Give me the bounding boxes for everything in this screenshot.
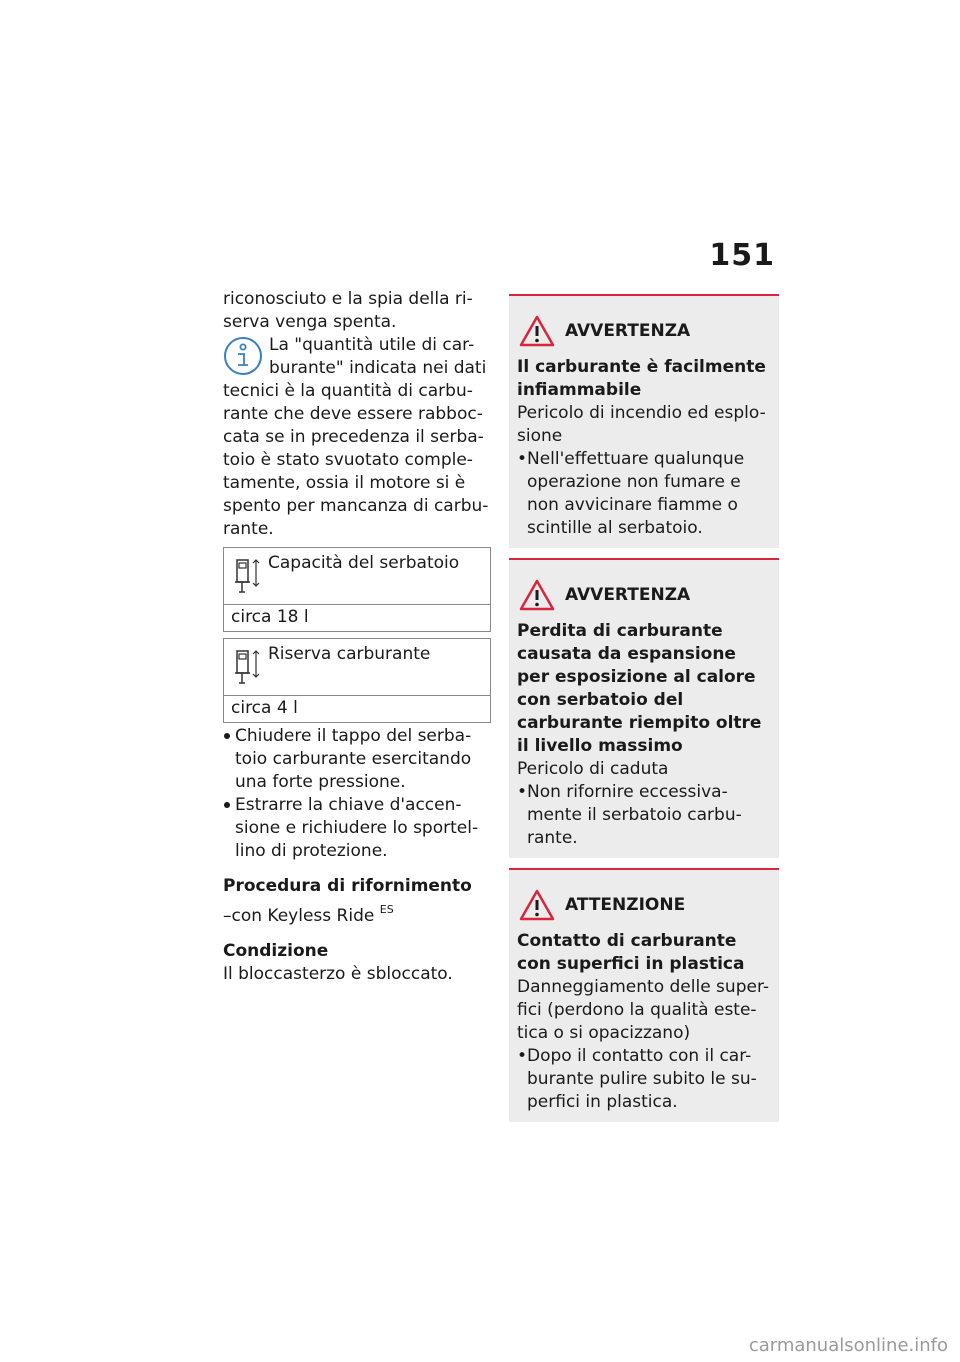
warning-triangle-icon (519, 315, 555, 347)
list-item: • Nell'effettuare qualunque operazione non fumare e non avvicinare fiamme o scintille al serbatoio. (517, 448, 771, 540)
warning-triangle-icon (519, 889, 555, 921)
warning-list (517, 781, 771, 850)
spec-value: circa 18 l (231, 607, 309, 627)
warning-list (517, 448, 771, 540)
condition-text: Il bloccasterzo è sbloccato. (223, 964, 453, 984)
warning-subtitle: Il carburante è facilmente infiammabile (517, 357, 766, 400)
spec-label: Capacità del serbatoio (268, 553, 460, 573)
caution-list (517, 1045, 771, 1114)
condition-title: Condizione (223, 941, 329, 961)
list-item: • Dopo il contatto con il car-burante pulire subito le su-perfici in plastica. (517, 1045, 771, 1114)
info-note (223, 334, 491, 541)
procedure-superscript: ES (379, 903, 394, 916)
intro-text: riconosciuto e la spia della ri-serva venga spenta. (223, 289, 473, 332)
spec-fuel-reserve (223, 638, 491, 723)
fuel-pump-icon (224, 639, 268, 695)
info-note-text: La "quantità utile di car-burante" indicata nei dati tecnici è la quantità di carbu-rante che deve essere rabboc-cata se in precedenza il serba-toio è stato svuotato comple-tamente, ossia il motore si è spento per mancanza di carbu-rante. (223, 335, 489, 539)
list-item: • Non rifornire eccessiva-mente il serbatoio carbu-rante. (517, 781, 771, 850)
spec-tank-capacity (223, 547, 491, 632)
right-column (509, 294, 779, 1132)
procedure-subtitle (223, 898, 491, 928)
warning-text: Pericolo di incendio ed esplo-sione (517, 403, 766, 446)
page-number: 151 (709, 238, 775, 273)
list-item: Estrarre la chiave d'accen-sione e richiudere lo sportel-lino di protezione. (223, 794, 491, 863)
caution-subtitle: Contatto di carburante con superfici in plastica (517, 931, 745, 974)
procedure-subtitle-text: –con Keyless Ride (223, 906, 375, 926)
warning-box (509, 294, 779, 548)
warning-triangle-icon (519, 579, 555, 611)
fuel-pump-icon (224, 548, 268, 604)
procedure-title: Procedura di rifornimento (223, 876, 472, 896)
caution-text: Danneggiamento delle super-fici (perdono la qualità este-tica o si opacizzano) (517, 977, 769, 1043)
spec-label: Riserva carburante (268, 644, 431, 664)
caution-box (509, 868, 779, 1122)
warning-text: Pericolo di caduta (517, 759, 669, 779)
footer-watermark[interactable]: carmanualsonline.info (748, 1335, 948, 1356)
warning-title: AVVERTENZA (565, 320, 691, 341)
warning-subtitle: Perdita di carburante causata da espansione per esposizione al calore con serbatoio del carburante riempito oltre il livello massimo (517, 621, 762, 756)
spec-value: circa 4 l (231, 698, 298, 718)
caution-title: ATTENZIONE (565, 894, 686, 915)
warning-title: AVVERTENZA (565, 584, 691, 605)
warning-box (509, 558, 779, 858)
left-column (223, 288, 491, 986)
info-icon (223, 336, 263, 376)
instruction-list (223, 725, 491, 863)
list-item: Chiudere il tappo del serba-toio carburante esercitando una forte pressione. (223, 725, 491, 794)
